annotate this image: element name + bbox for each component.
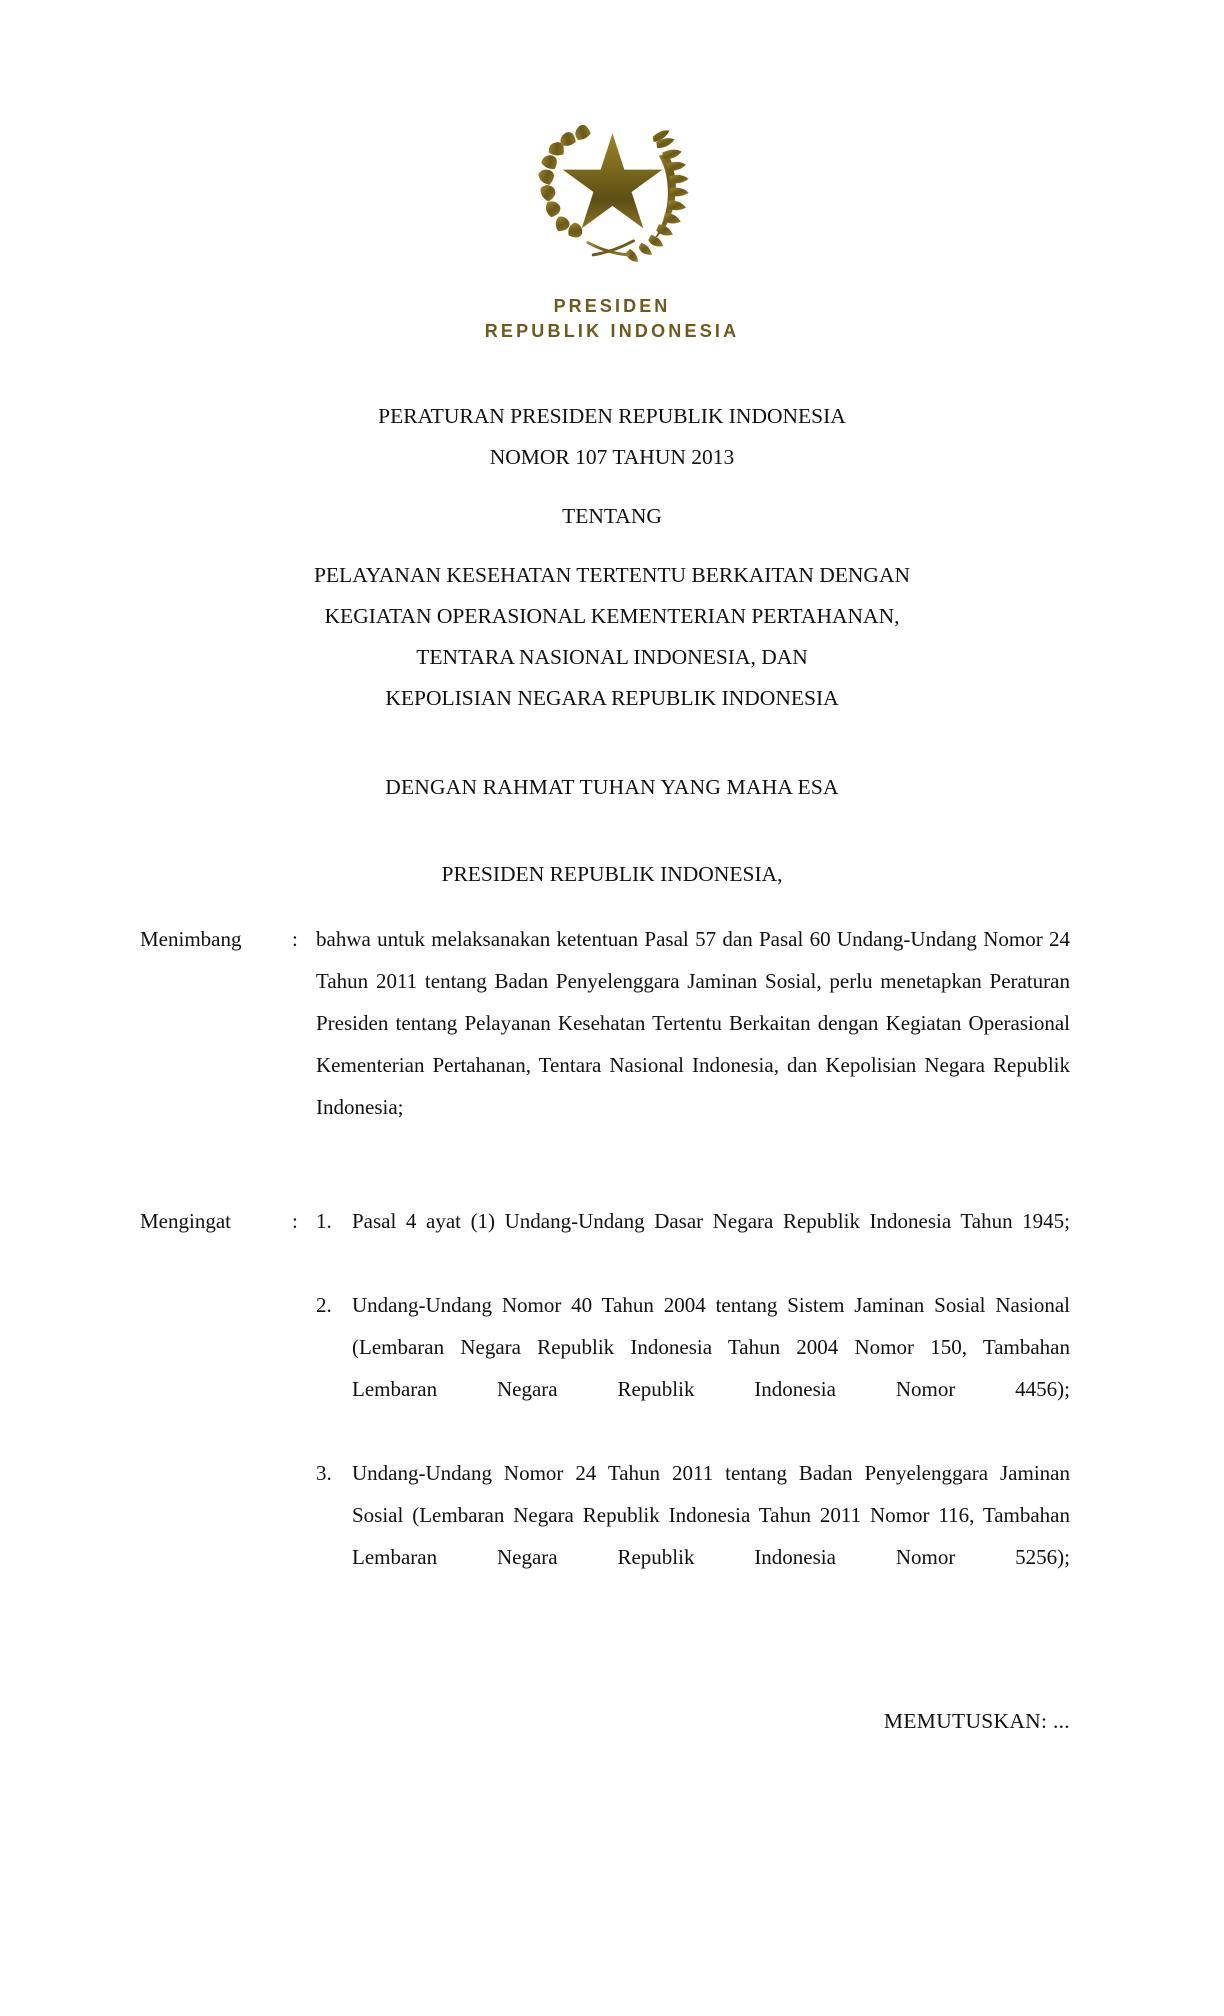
- spacer: [162, 478, 1062, 496]
- clause-colon-mengingat: :: [292, 1209, 298, 1233]
- continuation-note: MEMUTUSKAN: ...: [883, 1709, 1070, 1733]
- regulation-number-line: NOMOR 107 TAHUN 2013: [489, 445, 735, 469]
- subject-line-2: KEGIATAN OPERASIONAL KEMENTERIAN PERTAHANAN,: [324, 604, 900, 628]
- regulation-title-line: PERATURAN PRESIDEN REPUBLIK INDONESIA: [378, 404, 846, 428]
- letterhead-line-presiden: PRESIDEN: [553, 296, 671, 316]
- clause-colon-menimbang: :: [292, 927, 298, 951]
- clause-section: [140, 918, 1070, 1650]
- subject-line-1: PELAYANAN KESEHATAN TERTENTU BERKAITAN DENGAN: [313, 563, 911, 587]
- garuda-star-wreath-icon: [525, 100, 700, 275]
- president-byline: PRESIDEN REPUBLIK INDONESIA,: [441, 862, 783, 886]
- blessing-line: DENGAN RAHMAT TUHAN YANG MAHA ESA: [385, 775, 839, 799]
- clause-body-menimbang: [316, 918, 1070, 1170]
- list-item: [316, 1284, 1070, 1452]
- tentang-label: TENTANG: [562, 504, 662, 528]
- clause-mengingat: [140, 1200, 1070, 1620]
- list-item-number: 3.: [316, 1461, 332, 1485]
- spacer: [162, 537, 1062, 555]
- star-shape: [562, 133, 662, 228]
- list-item: [316, 1200, 1070, 1284]
- clause-label-mengingat: Mengingat: [140, 1209, 231, 1233]
- letterhead-line-republik-indonesia: REPUBLIK INDONESIA: [484, 321, 740, 341]
- clause-menimbang: [140, 918, 1070, 1170]
- title-block: [162, 396, 1062, 895]
- clause-paragraph-menimbang: bahwa untuk melaksanakan ketentuan Pasal 57 dan Pasal 60 Undang-Undang Nomor 24 Tahun 2011 tentang Badan Penyelenggara Jaminan Sosial, perlu menetapkan Peraturan Presiden tentang Pelayanan Kesehatan Tertentu Berkaitan dengan Kegiatan Operasional Kementerian Pertahanan, Tentara Nasional Indonesia, dan Kepolisian Negara Republik Indonesia;: [316, 927, 1070, 1119]
- subject-title: [162, 555, 1062, 719]
- clause-body-mengingat: [316, 1200, 1070, 1620]
- subject-line-4: KEPOLISIAN NEGARA REPUBLIK INDONESIA: [385, 686, 839, 710]
- list-item-text: Undang-Undang Nomor 40 Tahun 2004 tentang Sistem Jaminan Sosial Nasional (Lembaran Negara Republik Indonesia Tahun 2004 Nomor 150, Tambahan Lembaran Negara Republik Indonesia Nomor 4456);: [352, 1293, 1070, 1401]
- clause-label-menimbang: Menimbang: [140, 927, 242, 951]
- list-item: [316, 1452, 1070, 1620]
- mengingat-list: [316, 1200, 1070, 1620]
- list-item-text: Undang-Undang Nomor 24 Tahun 2011 tentang Badan Penyelenggara Jaminan Sosial (Lembaran Negara Republik Indonesia Tahun 2011 Nomor 116, Tambahan Lembaran Negara Republik Indonesia Nomor 5256);: [352, 1461, 1070, 1569]
- list-item-number: 1.: [316, 1209, 332, 1233]
- emblem-container: [0, 100, 1224, 275]
- subject-line-3: TENTARA NASIONAL INDONESIA, DAN: [416, 645, 808, 669]
- rice-wreath-right: [626, 130, 688, 262]
- letterhead: [0, 294, 1224, 344]
- list-item-number: 2.: [316, 1293, 332, 1317]
- list-item-text: Pasal 4 ayat (1) Undang-Undang Dasar Negara Republik Indonesia Tahun 1945;: [352, 1209, 1070, 1233]
